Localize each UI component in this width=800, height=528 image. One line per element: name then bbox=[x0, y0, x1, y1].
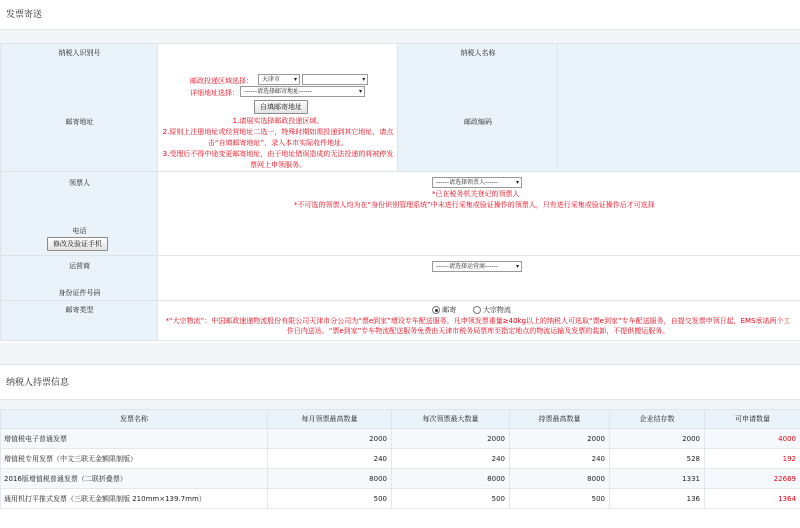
mail-address-label: 邮寄地址 bbox=[65, 118, 94, 126]
address-notes bbox=[162, 116, 394, 171]
invoice-name: 增值税电子普通发票 bbox=[1, 429, 268, 449]
address-note-2: 2.原则上注册地址或经营地址二选一，特殊时期如需投递到其它地址，请点击“自填邮寄地址”，录入本市实际收件地址。 bbox=[162, 128, 394, 147]
monthly-max: 8000 bbox=[268, 469, 392, 489]
table-row bbox=[1, 469, 800, 489]
stock: 1331 bbox=[610, 469, 705, 489]
monthly-max: 2000 bbox=[268, 429, 392, 449]
header-stock: 企业结存数 bbox=[610, 410, 705, 429]
taxpayer-name-label-cell bbox=[398, 44, 558, 172]
section-gap bbox=[0, 30, 800, 43]
receiver-note-1: *已在税务机关登记的领票人 bbox=[432, 190, 520, 198]
hold-max: 240 bbox=[510, 449, 610, 469]
area-sub-select[interactable] bbox=[302, 74, 368, 85]
address-cell bbox=[158, 44, 398, 172]
mail-type-cell bbox=[158, 301, 800, 341]
available: 4000 bbox=[705, 429, 800, 449]
per-time-max: 8000 bbox=[392, 469, 510, 489]
delivery-form bbox=[0, 43, 800, 341]
receiver-cell bbox=[158, 172, 800, 256]
id-number-label: 身份证件号码 bbox=[58, 289, 101, 297]
stock: 136 bbox=[610, 489, 705, 509]
area-select-label: 邮政投递区域选择： bbox=[190, 77, 253, 85]
per-time-max: 2000 bbox=[392, 429, 510, 449]
area-select[interactable]: 天津市 ▾ bbox=[258, 74, 300, 85]
taxpayer-name-label: 纳税人名称 bbox=[460, 49, 496, 57]
receiver-label: 领票人 bbox=[69, 179, 90, 187]
custom-address-button[interactable]: 自填邮寄地址 bbox=[254, 100, 308, 114]
section-gap bbox=[0, 343, 800, 364]
section-gap bbox=[0, 400, 800, 409]
mail-type-option-post: 邮寄 bbox=[442, 306, 457, 314]
phone-label: 电话 bbox=[72, 227, 87, 235]
available: 1364 bbox=[705, 489, 800, 509]
carrier-select[interactable]: ------请选择运营商------ ▾ bbox=[432, 261, 522, 272]
section-title-invoice-holding: 纳税人持票信息 bbox=[0, 364, 800, 400]
header-monthly-max: 每月领票最高数量 bbox=[268, 410, 392, 429]
header-per-time-max: 每次领票最大数量 bbox=[392, 410, 510, 429]
address-note-3: 3.受理后不得中途变更邮寄地址，由于地址错误造成的无法投递的将被停发票网上申领服务。 bbox=[162, 150, 394, 169]
mail-type-radio-logistics[interactable] bbox=[473, 306, 481, 314]
monthly-max: 240 bbox=[268, 449, 392, 469]
header-available: 可申请数量 bbox=[705, 410, 800, 429]
detail-address-label: 详细地址选择： bbox=[190, 89, 239, 97]
table-row bbox=[1, 449, 800, 469]
verify-phone-button[interactable]: 修改及验证手机 bbox=[47, 237, 108, 251]
carrier-cell bbox=[158, 256, 800, 301]
receiver-note-2: *不可选的领票人均为在“身份识别管理系统”中未进行采集或验证操作的领票人，只有进行采集或验证操作后才可选择 bbox=[294, 201, 655, 209]
detail-address-select[interactable]: ------请选择邮寄地址------ ▾ bbox=[240, 86, 365, 97]
taxpayer-id-label: 纳税人识别号 bbox=[58, 49, 101, 57]
invoice-name: 2016版增值税普通发票（二联折叠票） bbox=[1, 469, 268, 489]
receiver-label-cell bbox=[1, 172, 158, 256]
taxpayer-name-value-cell bbox=[558, 44, 800, 172]
per-time-max: 240 bbox=[392, 449, 510, 469]
mail-type-radio-post[interactable] bbox=[432, 306, 440, 314]
stock: 528 bbox=[610, 449, 705, 469]
table-row bbox=[1, 489, 800, 509]
taxpayer-label-cell bbox=[1, 44, 158, 172]
hold-max: 500 bbox=[510, 489, 610, 509]
stock: 2000 bbox=[610, 429, 705, 449]
mail-type-option-logistics: 大宗物流 bbox=[482, 306, 511, 314]
hold-max: 2000 bbox=[510, 429, 610, 449]
per-time-max: 500 bbox=[392, 489, 510, 509]
receiver-select[interactable]: ------请选择领票人------ ▾ bbox=[432, 177, 522, 188]
invoice-name: 通用机打平推式发票（三联无金额限制版 210mm×139.7mm） bbox=[1, 489, 268, 509]
header-invoice-name: 发票名称 bbox=[1, 410, 268, 429]
hold-max: 8000 bbox=[510, 469, 610, 489]
address-note-1: 1.请展实选择邮政投递区域。 bbox=[232, 117, 324, 125]
postcode-label: 邮政编码 bbox=[464, 118, 492, 126]
carrier-label-cell bbox=[1, 256, 158, 301]
mail-type-note: *“大宗物流”：中国邮政速递物流股份有限公司天津市分公司为“票e到家”增设专车配送服务，凡申领发票重量≥40kg以上的纳税人可选取“票e到家”专车配送服务，自提交发票申领日起，EMS承诺两个工作日内送达。“票e到家”专车物流配送服务免费由天津市税务局票库至指定地点的物流运输及发票的装卸，不提供搬运服务。 bbox=[165, 317, 791, 335]
invoice-table bbox=[0, 409, 800, 509]
monthly-max: 500 bbox=[268, 489, 392, 509]
carrier-label: 运营商 bbox=[69, 262, 90, 270]
available: 192 bbox=[705, 449, 800, 469]
mail-type-label-cell bbox=[1, 301, 158, 341]
header-hold-max: 持票最高数量 bbox=[510, 410, 610, 429]
section-title-invoice-delivery: 发票寄送 bbox=[0, 0, 800, 30]
invoice-name: 增值税专用发票（中文三联无金额限制版） bbox=[1, 449, 268, 469]
table-row bbox=[1, 429, 800, 449]
available: 22669 bbox=[705, 469, 800, 489]
mail-type-label: 邮寄类型 bbox=[65, 306, 94, 314]
